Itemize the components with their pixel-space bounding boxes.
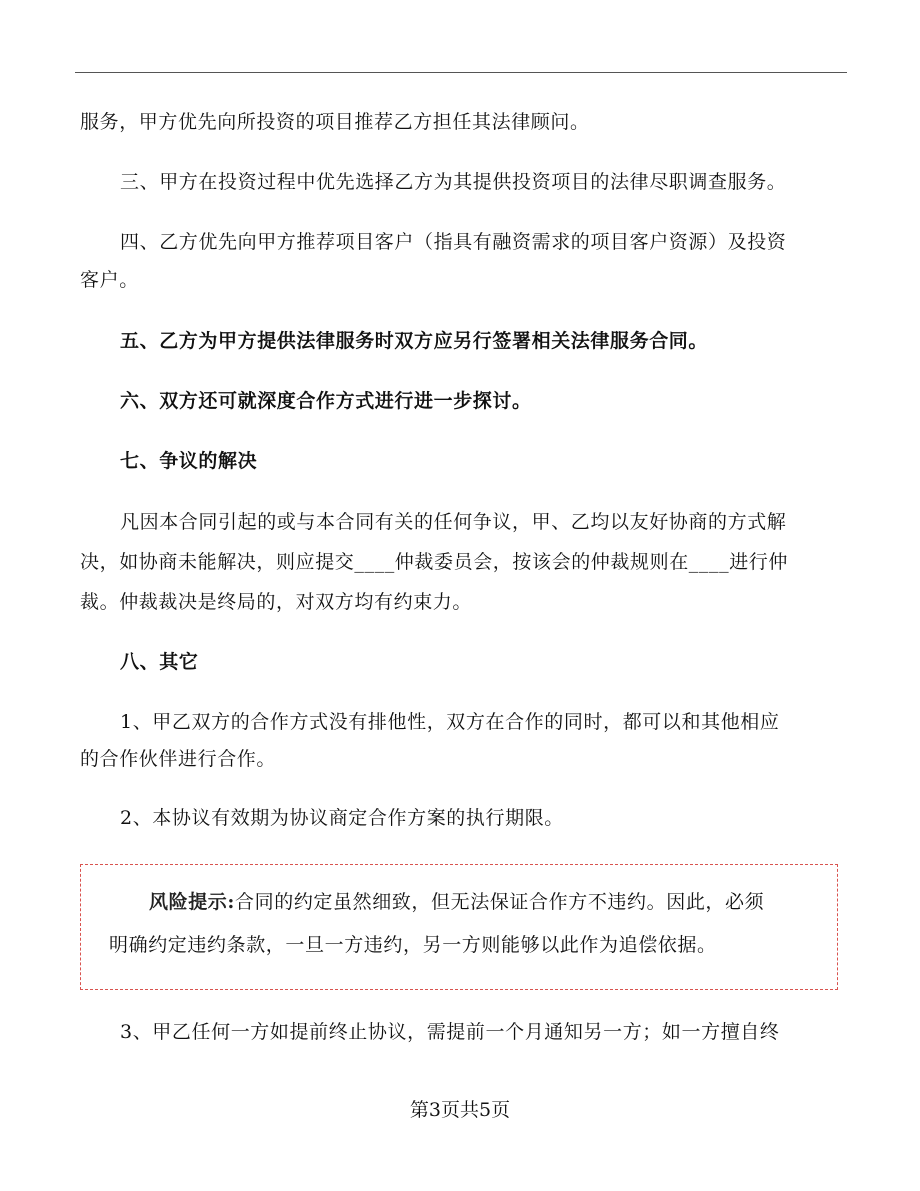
section-heading-other: 八、其它: [120, 651, 199, 673]
dispute-line-2: 决，如协商未能解决，则应提交____仲裁委员会，按该会的仲裁规则在____进行仲: [80, 551, 789, 573]
risk-notice-line-2: 明确约定违约条款，一旦一方违约，另一方则能够以此作为追偿依据。: [109, 934, 717, 956]
section-heading-dispute: 七、争议的解决: [120, 450, 258, 472]
risk-notice-label: 风险提示:: [149, 891, 236, 913]
clause-4: 四、乙方优先向甲方推荐项目客户（指具有融资需求的项目客户资源）及投资: [120, 231, 787, 253]
other-item-3: 3、甲乙任何一方如提前终止协议，需提前一个月通知另一方；如一方擅自终: [120, 1021, 780, 1043]
clause-4-cont: 客户。: [80, 269, 139, 291]
dispute-line-1: 凡因本合同引起的或与本合同有关的任何争议，甲、乙均以友好协商的方式解: [120, 511, 787, 533]
clause-5: 五、乙方为甲方提供法律服务时双方应另行签署相关法律服务合同。: [120, 330, 709, 352]
header-rule: [75, 72, 847, 73]
clause-6: 六、双方还可就深度合作方式进行进一步探讨。: [120, 390, 532, 412]
risk-notice-text-1: 合同的约定虽然细致，但无法保证合作方不违约。因此，必须: [235, 891, 765, 913]
page-number: 第3页共5页: [409, 1099, 511, 1121]
risk-notice-box: [80, 864, 838, 990]
paragraph-line: 服务，甲方优先向所投资的项目推荐乙方担任其法律顾问。: [80, 111, 590, 133]
clause-3: 三、甲方在投资过程中优先选择乙方为其提供投资项目的法律尽职调查服务。: [120, 171, 787, 193]
risk-notice-line-1: [149, 890, 764, 914]
other-item-2: 2、本协议有效期为协议商定合作方案的执行期限。: [120, 807, 564, 829]
other-item-1: 1、甲乙双方的合作方式没有排他性，双方在合作的同时，都可以和其他相应: [120, 711, 780, 733]
dispute-line-3: 裁。仲裁裁决是终局的，对双方均有约束力。: [80, 591, 473, 613]
other-item-1-cont: 的合作伙伴进行合作。: [80, 748, 277, 770]
